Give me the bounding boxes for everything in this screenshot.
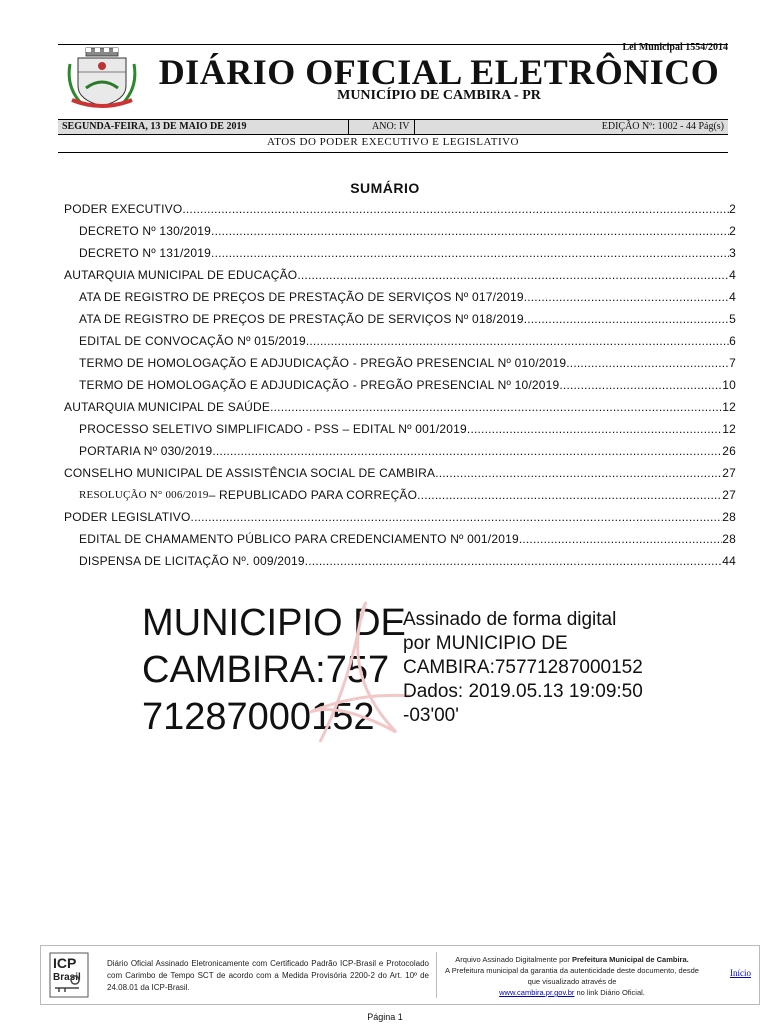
toc-entry-page: 10 — [722, 378, 736, 392]
toc-entry[interactable] — [64, 374, 736, 396]
toc-entry-title: AUTARQUIA MUNICIPAL DE EDUCAÇÃO — [64, 268, 298, 282]
signature-detail-line: Dados: 2019.05.13 19:09:50 — [403, 681, 643, 702]
toc-entry-title: ATA DE REGISTRO DE PREÇOS DE PRESTAÇÃO DE SERVIÇOS Nº 018/2019 — [79, 312, 524, 326]
page-number: Página 1 — [367, 1012, 403, 1022]
summary-title: SUMÁRIO — [350, 180, 420, 196]
table-of-contents — [64, 198, 736, 572]
section-heading: ATOS DO PODER EXECUTIVO E LEGISLATIVO — [58, 136, 728, 153]
toc-entry-page: 4 — [729, 290, 736, 304]
footer-divider — [436, 952, 437, 998]
toc-entry-page: 12 — [722, 422, 736, 436]
footer-signature-notice — [441, 954, 703, 998]
toc-entry-page: 28 — [722, 510, 736, 524]
toc-dot-leader — [211, 242, 729, 264]
toc-entry[interactable] — [64, 440, 736, 462]
lei-municipal: Lei Municipal 1554/2014 — [622, 42, 728, 53]
toc-entry-page: 4 — [729, 268, 736, 282]
signature-name-line: MUNICIPIO DE — [142, 602, 406, 644]
toc-entry-title: CONSELHO MUNICIPAL DE ASSISTÊNCIA SOCIAL DE CAMBIRA — [64, 466, 436, 480]
toc-entry-title: EDITAL DE CONVOCAÇÃO Nº 015/2019 — [79, 334, 306, 348]
divider — [348, 120, 349, 134]
signature-detail-line: CAMBIRA:75771287000152 — [403, 657, 643, 678]
toc-entry[interactable] — [64, 550, 736, 572]
signature-details — [403, 608, 643, 728]
edition-date: SEGUNDA-FEIRA, 13 DE MAIO DE 2019 — [62, 121, 247, 132]
svg-text:Brasil: Brasil — [53, 972, 81, 983]
toc-entry[interactable] — [64, 330, 736, 352]
toc-entry[interactable] — [64, 418, 736, 440]
toc-entry[interactable] — [64, 506, 736, 528]
signature-name-line: CAMBIRA:757 — [142, 649, 390, 691]
toc-dot-leader — [212, 440, 722, 462]
toc-entry[interactable] — [64, 198, 736, 220]
toc-entry-title: TERMO DE HOMOLOGAÇÃO E ADJUDICAÇÃO - PREGÃO PRESENCIAL Nº 010/2019 — [79, 356, 567, 370]
toc-dot-leader — [417, 484, 722, 506]
toc-entry-title: DECRETO Nº 131/2019 — [79, 246, 212, 260]
toc-entry[interactable] — [64, 484, 736, 506]
divider — [414, 120, 415, 134]
footer-notice-body: A Prefeitura municipal da garantia da autenticidade deste documento, desde que visualizado através de — [445, 966, 699, 986]
toc-entry-title: PODER EXECUTIVO — [64, 202, 183, 216]
footer-certification-text: Diário Oficial Assinado Eletronicamente com Certificado Padrão ICP-Brasil e Protocolado com Carimbo de Tempo SCT de acordo com a Medida Provisória 2200-2 do Art. 10º de 24.08.01 da ICP-Brasil. — [107, 959, 429, 992]
icp-brasil-logo — [49, 952, 89, 998]
cambira-website-link[interactable]: www.cambira.pr.gov.br — [499, 988, 575, 997]
coat-of-arms-logo — [64, 46, 140, 110]
toc-dot-leader — [270, 396, 722, 418]
toc-entry-title: PROCESSO SELETIVO SIMPLIFICADO - PSS – EDITAL Nº 001/2019 — [79, 422, 467, 436]
page-title: DIÁRIO OFICIAL ELETRÔNICO — [158, 52, 720, 92]
footer-notice-prefix: Arquivo Assinado Digitalmente por — [455, 955, 573, 964]
toc-dot-leader — [559, 374, 722, 396]
toc-entry[interactable] — [64, 308, 736, 330]
toc-entry-title: – REPUBLICADO PARA CORREÇÃO — [208, 488, 418, 502]
toc-entry-page: 3 — [729, 246, 736, 260]
footer-notice-org: Prefeitura Municipal de Cambira. — [572, 955, 689, 964]
signature-name-line: 71287000152 — [142, 696, 375, 738]
adobe-signature-watermark — [300, 592, 420, 752]
signature-detail-line: -03'00' — [403, 705, 459, 726]
toc-entry-page: 5 — [729, 312, 736, 326]
toc-entry-title: AUTARQUIA MUNICIPAL DE SAÚDE — [64, 400, 271, 414]
page-subtitle: MUNICÍPIO DE CAMBIRA - PR — [337, 88, 541, 103]
signature-detail-line: Assinado de forma digital — [403, 609, 617, 630]
toc-dot-leader — [297, 264, 729, 286]
toc-entry[interactable] — [64, 220, 736, 242]
toc-entry-page: 2 — [729, 202, 736, 216]
svg-text:ICP: ICP — [53, 955, 77, 971]
toc-entry-page: 12 — [722, 400, 736, 414]
toc-entry-page: 26 — [722, 444, 736, 458]
toc-entry-page: 7 — [729, 356, 736, 370]
toc-entry-title: DECRETO Nº 130/2019 — [79, 224, 212, 238]
toc-entry-title: DISPENSA DE LICITAÇÃO Nº. 009/2019 — [79, 554, 305, 568]
toc-dot-leader — [182, 198, 729, 220]
signature-detail-line: por MUNICIPIO DE — [403, 633, 568, 654]
toc-entry-title-prefix: RESOLUÇÃO N° 006/2019 — [79, 489, 209, 501]
toc-entry[interactable] — [64, 286, 736, 308]
edition-number: EDIÇÃO Nº: 1002 - 44 Pág(s) — [601, 121, 724, 132]
toc-entry[interactable] — [64, 528, 736, 550]
icp-brasil-icon — [49, 952, 89, 998]
toc-entry-title: EDITAL DE CHAMAMENTO PÚBLICO PARA CREDENCIAMENTO Nº 001/2019 — [79, 532, 519, 546]
edition-year: ANO: IV — [372, 121, 410, 132]
inicio-link[interactable]: Início — [730, 968, 751, 978]
toc-entry-title: PODER LEGISLATIVO — [64, 510, 191, 524]
toc-entry[interactable] — [64, 462, 736, 484]
toc-dot-leader — [305, 550, 723, 572]
toc-dot-leader — [211, 220, 729, 242]
toc-entry-page: 27 — [722, 488, 736, 502]
toc-entry-page: 28 — [722, 532, 736, 546]
toc-entry-title: TERMO DE HOMOLOGAÇÃO E ADJUDICAÇÃO - PREGÃO PRESENCIAL Nº 10/2019 — [79, 378, 560, 392]
edition-info-bar — [58, 119, 728, 135]
toc-entry[interactable] — [64, 352, 736, 374]
toc-dot-leader — [566, 352, 729, 374]
toc-entry[interactable] — [64, 396, 736, 418]
toc-entry[interactable] — [64, 264, 736, 286]
toc-entry-page: 27 — [722, 466, 736, 480]
toc-entry-page: 6 — [729, 334, 736, 348]
toc-entry[interactable] — [64, 242, 736, 264]
toc-entry-page: 2 — [729, 224, 736, 238]
footer-notice-suffix: no link Diário Oficial. — [574, 988, 645, 997]
toc-entry-page: 44 — [722, 554, 736, 568]
toc-entry-title: ATA DE REGISTRO DE PREÇOS DE PRESTAÇÃO DE SERVIÇOS Nº 017/2019 — [79, 290, 524, 304]
toc-entry-title: PORTARIA Nº 030/2019 — [79, 444, 213, 458]
toc-dot-leader — [467, 418, 722, 440]
toc-dot-leader — [524, 308, 729, 330]
toc-dot-leader — [519, 528, 722, 550]
footer-panel — [40, 945, 760, 1005]
toc-dot-leader — [524, 286, 729, 308]
toc-dot-leader — [435, 462, 722, 484]
toc-dot-leader — [306, 330, 729, 352]
toc-dot-leader — [191, 506, 723, 528]
